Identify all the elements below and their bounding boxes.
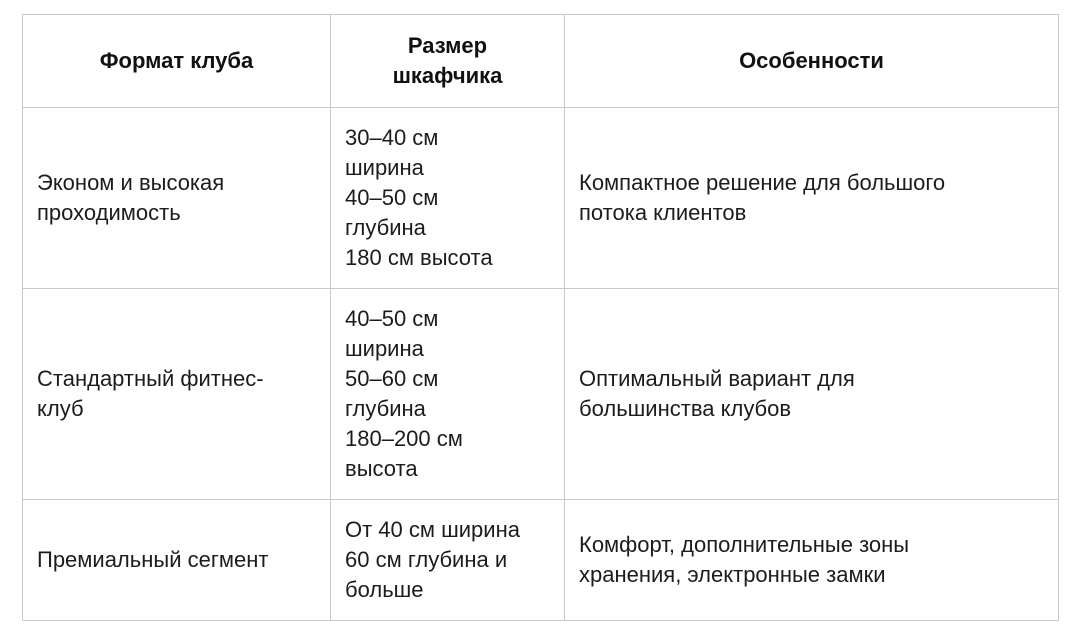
- cell-locker-size: 40–50 см ширина 50–60 см глубина 180–200 см высота: [331, 289, 565, 500]
- cell-locker-size: От 40 см ширина 60 см глубина и больше: [331, 500, 565, 621]
- cell-features: Комфорт, дополнительные зоны хранения, электронные замки: [565, 500, 1059, 621]
- cell-club-format: Стандартный фитнес- клуб: [23, 289, 331, 500]
- cell-club-format: Эконом и высокая проходимость: [23, 108, 331, 289]
- cell-locker-size: 30–40 см ширина 40–50 см глубина 180 см высота: [331, 108, 565, 289]
- table-body: [23, 108, 1059, 621]
- header-club-format: Формат клуба: [23, 15, 331, 108]
- header-row: [23, 15, 1059, 108]
- header-locker-size: Размер шкафчика: [331, 15, 565, 108]
- cell-club-format: Премиальный сегмент: [23, 500, 331, 621]
- header-features: Особенности: [565, 15, 1059, 108]
- cell-features: Оптимальный вариант для большинства клубов: [565, 289, 1059, 500]
- table-row: [23, 108, 1059, 289]
- table-row: [23, 289, 1059, 500]
- locker-size-table: [22, 14, 1059, 621]
- table-row: [23, 500, 1059, 621]
- table-header: [23, 15, 1059, 108]
- cell-features: Компактное решение для большого потока клиентов: [565, 108, 1059, 289]
